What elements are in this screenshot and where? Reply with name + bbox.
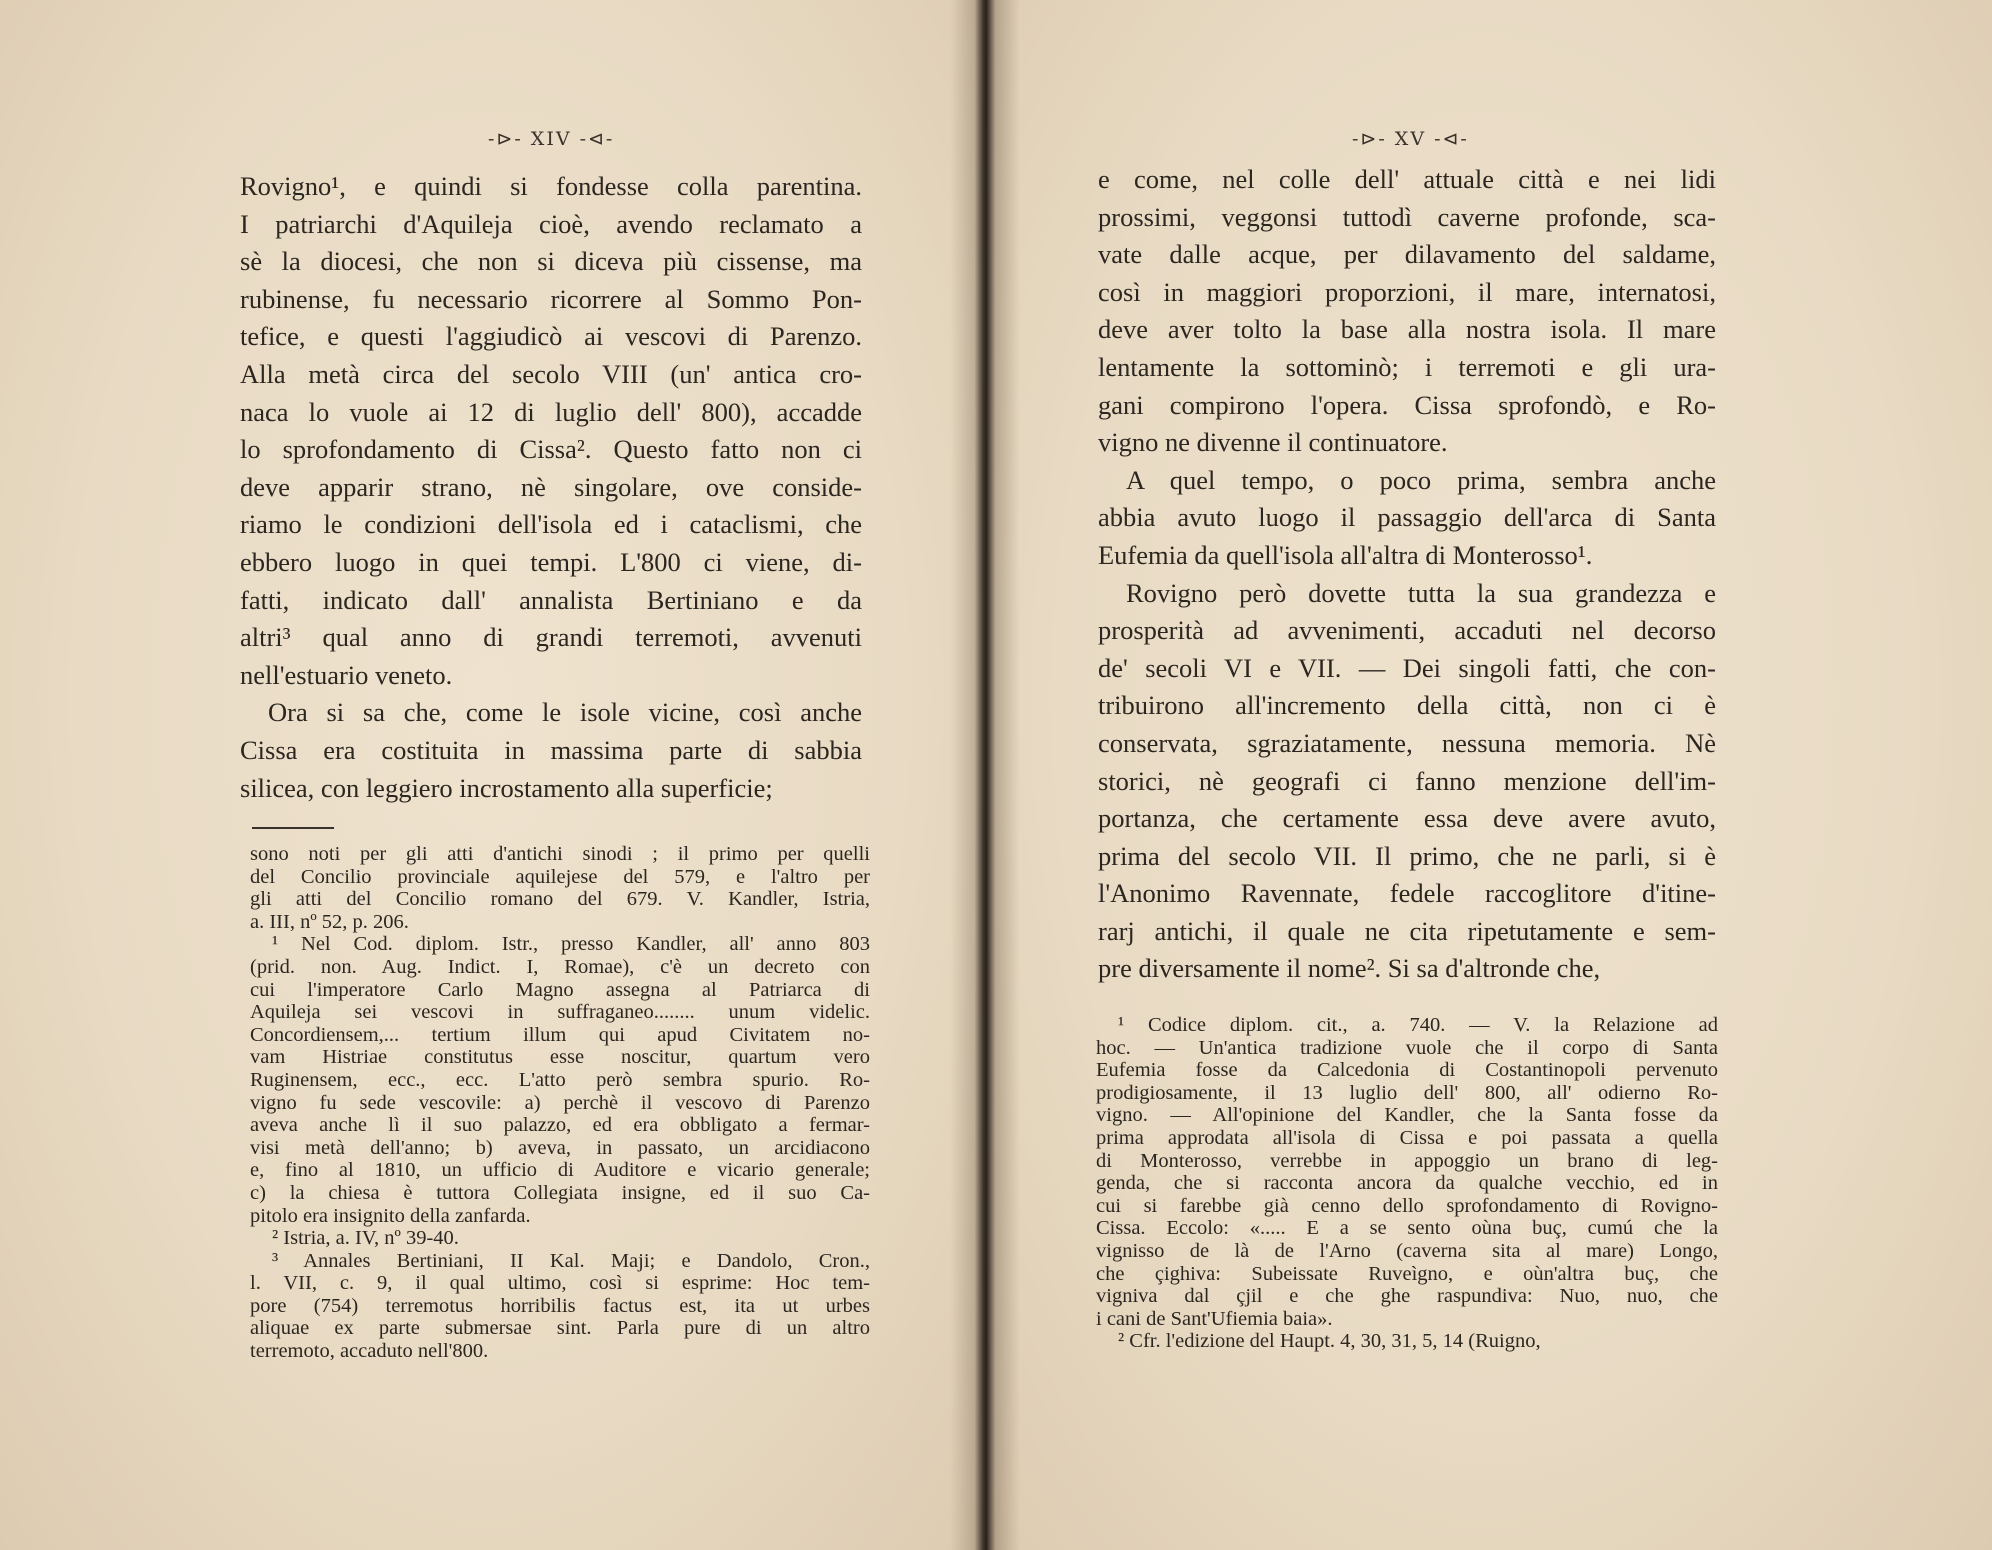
text-line: prosperità ad avvenimenti, accaduti nel decorso xyxy=(1098,615,1716,646)
footnote-line: e, fino al 1810, un ufficio di Auditore e vicario generale; xyxy=(250,1159,870,1182)
footnote-line: gli atti del Concilio romano del 679. V. Kandler, Istria, xyxy=(250,888,870,911)
text-line: riamo le condizioni dell'isola ed i cataclismi, che xyxy=(240,509,862,540)
page-header: -⊳- XIV -⊲- xyxy=(488,128,615,150)
text-line: e come, nel colle dell' attuale città e nei lidi xyxy=(1098,164,1716,194)
right-page xyxy=(980,0,1992,1550)
footnote-line: sono noti per gli atti d'antichi sinodi ; il primo per quelli xyxy=(250,843,870,865)
text-line: lo sprofondamento di Cissa². Questo fatto non ci xyxy=(240,434,862,465)
footnote-line: ¹ Codice diplom. cit., a. 740. — V. la Relazione ad xyxy=(1118,1014,1718,1036)
footnote-line: i cani de Sant'Ufiemia baia». xyxy=(1096,1307,1333,1330)
footnote-line: ¹ Nel Cod. diplom. Istr., presso Kandler, all' anno 803 xyxy=(272,933,870,956)
text-line: tefice, e questi l'aggiudicò ai vescovi di Parenzo. xyxy=(240,321,862,352)
text-line: Ora si sa che, come le isole vicine, così anche xyxy=(268,697,862,728)
footnote-line: ³ Annales Bertiniani, II Kal. Maji; e Dandolo, Cron., xyxy=(272,1249,870,1272)
footnote-line: di Monterosso, verrebbe in appoggio un brano di leg- xyxy=(1096,1149,1718,1172)
footnote-line: c) la chiesa è tuttora Collegiata insigne, ed il suo Ca- xyxy=(250,1181,870,1204)
footnotes xyxy=(1096,1014,1718,1353)
footnote-line: che çighiva: Subeissate Ruveìgno, e oùn'altra buç, che xyxy=(1096,1262,1718,1285)
footnote-line: cui si farebbe già cenno dello sprofondamento di Rovigno- xyxy=(1096,1194,1718,1217)
footnote-rule xyxy=(252,827,334,829)
footnote-line: Cissa. Eccolo: «..... E a se sento oùna buç, cumú che la xyxy=(1096,1217,1718,1240)
footnote-line: prodigiosamente, il 13 luglio dell' 800, all' odierno Ro- xyxy=(1096,1081,1718,1104)
text-line: Eufemia da quell'isola all'altra di Monterosso¹. xyxy=(1098,539,1593,570)
text-line: sè la diocesi, che non si diceva più cissense, ma xyxy=(240,246,862,277)
text-line: Rovigno¹, e quindi si fondesse colla parentina. xyxy=(240,171,862,201)
footnote-line: genda, che si racconta ancora da qualche vecchio, ed in xyxy=(1096,1172,1718,1195)
body-text xyxy=(1098,161,1716,988)
footnote-line: pitolo era insignito della zanfarda. xyxy=(250,1204,531,1227)
text-line: prossimi, veggonsi tuttodì caverne profonde, sca- xyxy=(1098,201,1716,232)
footnote-line: Concordiensem,... tertium illum qui apud Civitatem no- xyxy=(250,1023,870,1046)
footnote-line: aveva anche lì il suo palazzo, ed era obbligato a fermar- xyxy=(250,1114,870,1137)
footnote-line: terremoto, accaduto nell'800. xyxy=(250,1340,489,1363)
text-line: altri³ qual anno di grandi terremoti, avvenuti xyxy=(240,622,862,653)
text-line: nell'estuario veneto. xyxy=(240,659,453,690)
footnote-line: aliquae ex parte submersae sint. Parla pure di un altro xyxy=(250,1317,870,1340)
footnote-line: visi metà dell'anno; b) aveva, in passato, un arcidiacono xyxy=(250,1136,870,1159)
footnotes xyxy=(250,843,870,1363)
text-line: Rovigno però dovette tutta la sua grandezza e xyxy=(1126,577,1716,608)
footnote-line: l. VII, c. 9, il qual ultimo, così si esprime: Hoc tem- xyxy=(250,1272,870,1295)
footnote-line: Eufemia fosse da Calcedonia di Costantinopoli pervenuto xyxy=(1096,1059,1718,1082)
text-line: pre diversamente il nome². Si sa d'altronde che, xyxy=(1098,953,1601,984)
text-line: deve aver tolto la base alla nostra isola. Il mare xyxy=(1098,314,1716,345)
footnote-line: cui l'imperatore Carlo Magno assegna al Patriarca di xyxy=(250,978,870,1001)
text-line: rubinense, fu necessario ricorrere al Sommo Pon- xyxy=(240,283,862,314)
text-line: l'Anonimo Ravennate, fedele raccoglitore d'itine- xyxy=(1098,878,1716,909)
text-line: silicea, con leggiero incrostamento alla superficie; xyxy=(240,772,773,803)
footnote-line: vigno. — All'opinione del Kandler, che la Santa fosse da xyxy=(1096,1104,1718,1127)
footnote-line: Aquileja sei vescovi in suffraganeo........ unum videlic. xyxy=(250,1001,870,1024)
text-line: ebbero luogo in quei tempi. L'800 ci viene, di- xyxy=(240,546,862,577)
text-line: I patriarchi d'Aquileja cioè, avendo reclamato a xyxy=(240,208,862,239)
footnote-line: prima approdata all'isola di Cissa e poi passata a quella xyxy=(1096,1126,1718,1149)
footnote-line: (prid. non. Aug. Indict. I, Romae), c'è un decreto con xyxy=(250,955,870,978)
text-line: così in maggiori proporzioni, il mare, internatosi, xyxy=(1098,276,1716,307)
text-line: A quel tempo, o poco prima, sembra anche xyxy=(1126,464,1716,495)
text-line: portanza, che certamente essa deve avere avuto, xyxy=(1098,803,1716,834)
footnote-line: a. III, nº 52, p. 206. xyxy=(250,910,409,933)
text-line: de' secoli VI e VII. — Dei singoli fatti, che con- xyxy=(1098,652,1716,683)
text-line: rarj antichi, il quale ne cita ripetutamente e sem- xyxy=(1098,915,1716,946)
text-line: vigno ne divenne il continuatore. xyxy=(1098,427,1448,458)
text-line: vate dalle acque, per dilavamento del saldame, xyxy=(1098,239,1716,270)
footnote-line: Ruginensem, ecc., ecc. L'atto però sembra spurio. Ro- xyxy=(250,1068,870,1091)
footnote-line: ² Cfr. l'edizione del Haupt. 4, 30, 31, 5, 14 (Ruigno, xyxy=(1118,1330,1541,1353)
text-line: storici, nè geografi ci fanno menzione dell'im- xyxy=(1098,765,1716,796)
footnote-line: hoc. — Un'antica tradizione vuole che il corpo di Santa xyxy=(1096,1036,1718,1059)
text-line: lentamente la sottominò; i terremoti e gli ura- xyxy=(1098,351,1716,382)
footnote-line: vam Histriae constitutus esse noscitur, quartum vero xyxy=(250,1046,870,1069)
text-line: Cissa era costituita in massima parte di sabbia xyxy=(240,734,862,765)
text-line: gani compirono l'opera. Cissa sprofondò, e Ro- xyxy=(1098,389,1716,420)
left-page xyxy=(0,0,980,1550)
footnote-line: ² Istria, a. IV, nº 39-40. xyxy=(272,1227,459,1250)
footnote-line: del Concilio provinciale aquilejese del 579, e l'altro per xyxy=(250,865,870,888)
text-line: Alla metà circa del secolo VIII (un' antica cro- xyxy=(240,358,862,389)
text-line: deve apparir strano, nè singolare, ove conside- xyxy=(240,471,862,502)
footnote-line: pore (754) terremotus horribilis factus est, ita ut urbes xyxy=(250,1294,870,1317)
text-line: abbia avuto luogo il passaggio dell'arca di Santa xyxy=(1098,502,1716,533)
text-line: fatti, indicato dall' annalista Bertiniano e da xyxy=(240,584,862,615)
text-line: tribuirono all'incremento della città, non ci è xyxy=(1098,690,1716,721)
footnote-line: vignisso de là de l'Arno (caverna sita al mare) Longo, xyxy=(1096,1239,1718,1262)
footnote-line: vigno fu sede vescovile: a) perchè il vescovo di Parenzo xyxy=(250,1091,870,1114)
text-line: naca lo vuole ai 12 di luglio dell' 800), accadde xyxy=(240,396,862,427)
footnote-line: vigniva dal çjil e che ghe raspundiva: Nuo, nuo, che xyxy=(1096,1285,1718,1308)
page-header: -⊳- XV -⊲- xyxy=(1352,128,1469,150)
text-line: prima del secolo VII. Il primo, che ne parli, si è xyxy=(1098,840,1716,871)
text-line: conservata, sgraziatamente, nessuna memoria. Nè xyxy=(1098,727,1716,758)
body-text xyxy=(240,168,862,807)
